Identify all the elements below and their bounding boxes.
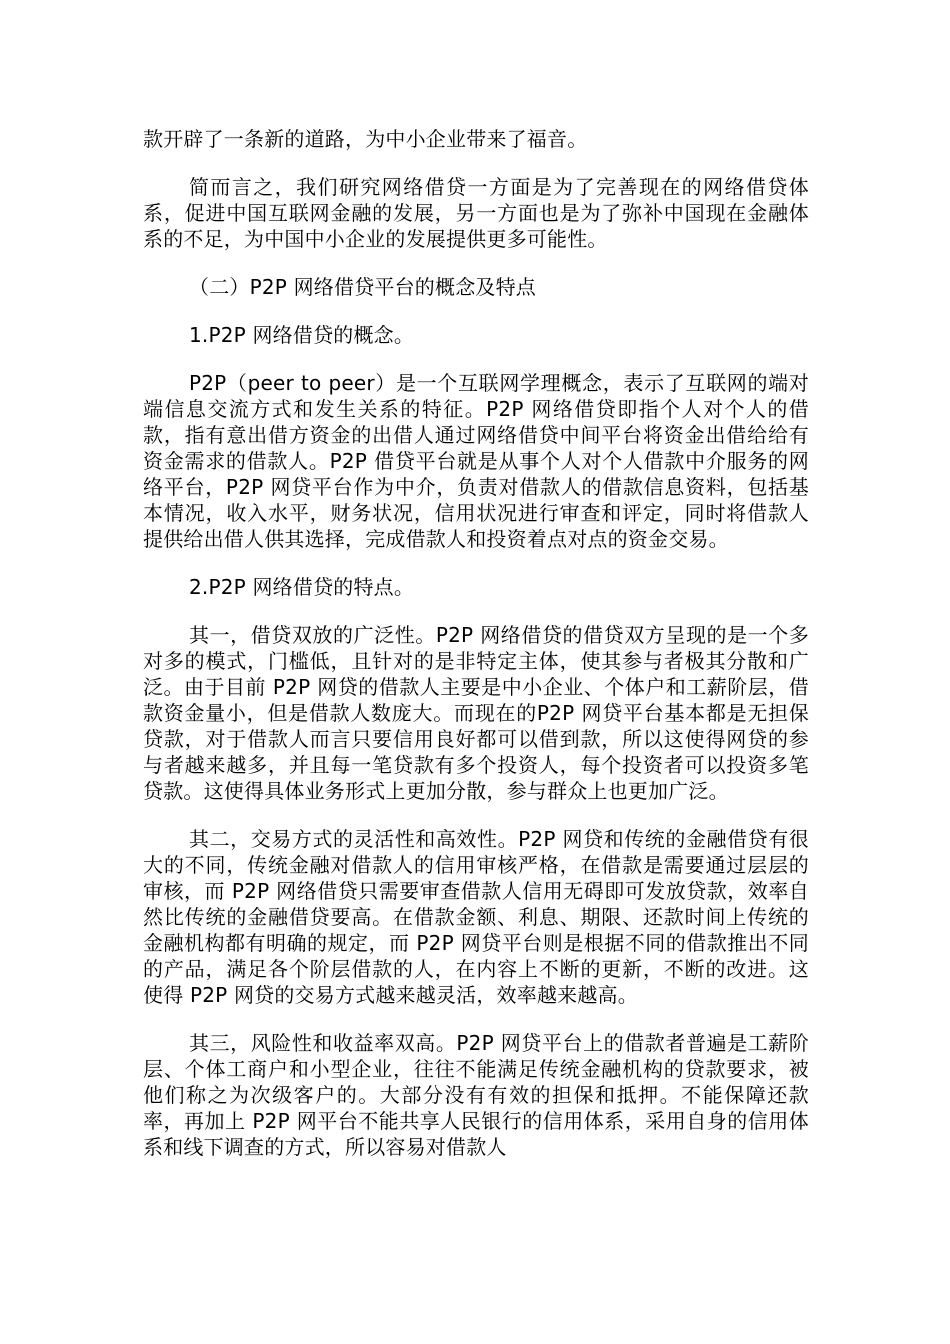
paragraph-gap	[143, 804, 809, 826]
paragraph-gap	[143, 600, 809, 622]
section-heading: （二）P2P 网络借贷平台的概念及特点	[189, 275, 537, 299]
paragraph-gap	[143, 348, 809, 370]
paragraph-feature-2: 其二，交易方式的灵活性和高效性。P2P 网贷和传统的金融借贷有很大的不同，传统金融对借款人的信用审核严格，在借款是需要通过层层的审核，而 P2P 网络借贷只需要审查借款人信用无碍即可发放贷款，效率自然比传统的金融借贷要高。在借款金额、利息、期限、还款时间上传统的金融机构都有明确的规定，而 P2P 网贷平台则是根据不同的借款推出不同的产品，满足各个阶层借款的人，在内容上不断的更新，不断的改进。这使得 P2P 网贷的交易方式越来越灵活，效率越来越高。	[143, 827, 809, 1007]
item-heading-features: 2.P2P 网络借贷的特点。	[189, 575, 415, 599]
paragraph-feature-1: 其一，借贷双放的广泛性。P2P 网络借贷的借贷双方呈现的是一个多对多的模式，门槛低，且针对的是非特定主体，使其参与者极其分散和广泛。由于目前 P2P 网贷的借款人主要是中小企业、个体户和工薪阶层，借款资金量小，但是借款人数庞大。而现在的P2P 网贷平台基本都是无担保贷款，对于借款人而言只要信用良好都可以借到款，所以这使得网贷的参与者越来越多，并且每一笔贷款有多个投资人，每个投资者可以投资多笔贷款。这使得具体业务形式上更加分散，参与群众上也更加广泛。	[143, 623, 809, 803]
paragraph-gap	[143, 300, 809, 322]
paragraph-gap	[143, 1008, 809, 1030]
paragraph-concept: P2P（peer to peer）是一个互联网学理概念，表示了互联网的端对端信息交流方式和发生关系的特征。P2P 网络借贷即指个人对个人的借款，指有意出借方资金的出借人通过网络借贷中间平台将资金出借给给有资金需求的借款人。P2P 借贷平台就是从事个人对个人借款中介服务的网络平台，P2P 网贷平台作为中介，负责对借款人的借款信息资料，包括基本情况，收入水平，财务状况，信用状况进行审查和评定，同时将借款人提供给出借人供其选择，完成借款人和投资着点对点的资金交易。	[143, 371, 809, 551]
paragraph-gap	[143, 552, 809, 574]
paragraph-continued: 款开辟了一条新的道路，为中小企业带来了福音。	[143, 127, 588, 151]
document-body	[143, 126, 809, 1160]
item-heading-concept: 1.P2P 网络借贷的概念。	[189, 323, 415, 347]
paragraph-gap	[143, 252, 809, 274]
paragraph-gap	[143, 152, 809, 174]
paragraph-summary: 简而言之，我们研究网络借贷一方面是为了完善现在的网络借贷体系，促进中国互联网金融的发展，另一方面也是为了弥补中国现在金融体系的不足，为中国中小企业的发展提供更多可能性。	[143, 175, 809, 251]
paragraph-feature-3: 其三，风险性和收益率双高。P2P 网贷平台上的借款者普遍是工薪阶层、个体工商户和小型企业，往往不能满足传统金融机构的贷款要求，被他们称之为次级客户的。大部分没有有效的担保和抵押。不能保障还款率，再加上 P2P 网平台不能共享人民银行的信用体系，采用自身的信用体系和线下调查的方式，所以容易对借款人	[143, 1031, 809, 1159]
